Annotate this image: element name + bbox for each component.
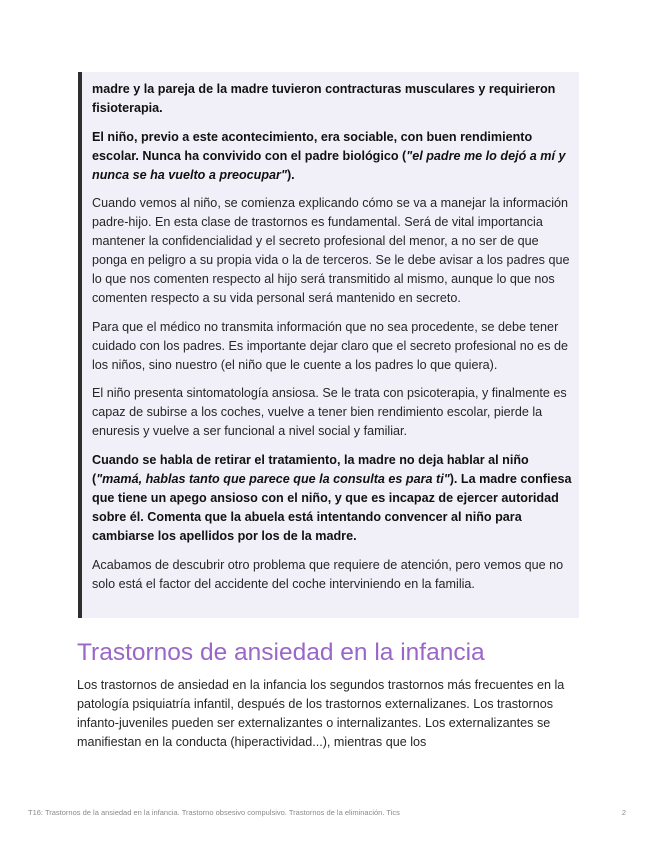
- case-paragraph-2-quote: "el padre me lo dejó a mí y nunca se ha vuelto a preocupar": [92, 148, 566, 182]
- section-body-paragraph: Los trastornos de ansiedad en la infancia los segundos trastornos más frecuentes en la patología psiquiatría infantil, después de los trastornos externalizanes. Los trastornos infanto-juveniles pueden ser externalizantes o internalizantes. Los externalizantes se manifiestan en la conducta (hiperactividad...), mientras que los: [77, 678, 565, 749]
- case-paragraph-1: madre y la pareja de la madre tuvieron contracturas musculares y requirieron fisioterapia.: [92, 82, 556, 115]
- page-number: 2: [621, 808, 626, 817]
- case-paragraph-2-text: El niño, previo a este acontecimiento, era sociable, con buen rendimiento escolar. Nunca ha convivido con el padre biológico (: [92, 129, 533, 163]
- case-paragraph-6-quote: "mamá, hablas tanto que parece que la consulta es para ti": [96, 471, 450, 486]
- case-paragraph-7: Acabamos de descubrir otro problema que requiere de atención, pero vemos que no solo está el factor del accidente del coche interviniendo en la familia.: [92, 557, 564, 591]
- case-paragraph-4: Para que el médico no transmita información que no sea procedente, se debe tener cuidado con los padres. Es importante dejar claro que el secreto profesional no es de los niños, sino nuestro (el niño que le cuente a los padres lo que quiera).: [92, 319, 569, 372]
- case-paragraph-2-end: ).: [286, 167, 295, 182]
- case-paragraph-2: [92, 128, 573, 185]
- case-paragraph-6: [92, 451, 573, 546]
- section-heading: Trastornos de ansiedad en la infancia: [77, 639, 485, 666]
- case-paragraph-5: El niño presenta sintomatología ansiosa. Se le trata con psicoterapia, y finalmente es capaz de subirse a los coches, vuelve a tener bien rendimiento escolar, pierde la enuresis y vuelve a ser funcional a nivel social y familiar.: [92, 386, 567, 439]
- case-paragraph-6-end: ). La madre confiesa que tiene un apego ansioso con el niño, y que es incapaz de ejercer autoridad sobre él. Comenta que la abuela está intentando convencer al niño para cambiarse los apellidos por los de la madre.: [92, 471, 572, 543]
- page-footer: T16: Trastornos de la ansiedad en la infancia. Trastorno obsesivo compulsivo. Trastornos de la eliminación. Tics: [28, 808, 400, 817]
- clinical-case-box: [78, 72, 579, 618]
- case-paragraph-6-text: Cuando se habla de retirar el tratamiento, la madre no deja hablar al niño (: [92, 452, 529, 486]
- case-paragraph-3: Cuando vemos al niño, se comienza explicando cómo se va a manejar la información padre-hijo. En esta clase de trastornos es fundamental. Será de vital importancia mantener la confidencialidad y el secreto profesional del menor, a no ser de que ponga en peligro a su propia vida o la de terceros. Se le debe avisar a los padres que lo que nos comenten respecto al hijo será transmitido al mismo, aunque lo que nos comenten respecto a su vida personal será mantenido en secreto.: [92, 196, 570, 306]
